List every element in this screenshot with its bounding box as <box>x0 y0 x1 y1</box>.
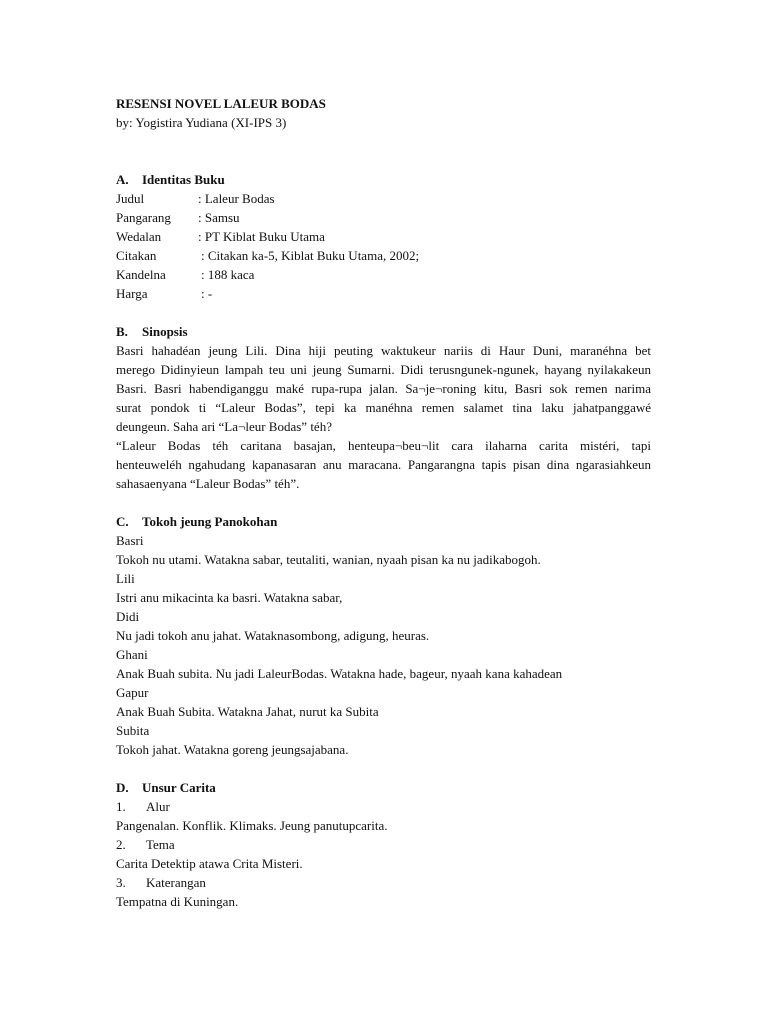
info-key: Judul <box>116 191 145 206</box>
character-description: Anak Buah subita. Nu jadi LaleurBodas. Watakna hade, bageur, nyaah kana kahadean <box>116 666 563 681</box>
character-description: Istri anu mikacinta ka basri. Watakna sabar, <box>116 590 343 605</box>
info-key: Citakan <box>116 248 157 263</box>
info-value: : Laleur Bodas <box>198 191 275 206</box>
character-name: Basri <box>116 533 144 548</box>
info-row-citakan <box>116 246 651 265</box>
paragraph-line: merego Didinyieun lampah teu uni jeung Sumarni. Didi terusngunek-ngunek, hayang nyilakakeun <box>116 362 651 377</box>
section-c-heading <box>116 512 651 531</box>
paragraph-line: sahasaenyana “Laleur Bodas” téh”. <box>116 476 300 491</box>
section-d-heading <box>116 778 651 797</box>
character-name: Subita <box>116 723 150 738</box>
paragraph-line: surat pondok ti “Laleur Bodas”, tepi ka manéhna remen salamet tina laku jahatpanggawé <box>116 400 651 415</box>
character-name: Ghani <box>116 647 148 662</box>
byline: by: Yogistira Yudiana (XI-IPS 3) <box>116 115 287 130</box>
section-title: Identitas Buku <box>142 172 225 187</box>
item-number: 3. <box>116 875 126 890</box>
document-title: RESENSI NOVEL LALEUR BODAS <box>116 96 326 111</box>
item-text: Carita Detektip atawa Crita Misteri. <box>116 856 303 871</box>
document-page <box>116 94 651 911</box>
paragraph-line: deungeun. Saha ari “La¬leur Bodas” téh? <box>116 419 332 434</box>
character-description: Anak Buah Subita. Watakna Jahat, nurut ka Subita <box>116 704 379 719</box>
info-row-judul <box>116 189 651 208</box>
section-letter: A. <box>116 172 129 187</box>
character-name: Lili <box>116 571 135 586</box>
section-b-heading <box>116 322 651 341</box>
section-letter: D. <box>116 780 129 795</box>
info-key: Kandelna <box>116 267 166 282</box>
paragraph-line: Basri hahadéan jeung Lili. Dina hiji peuting waktukeur nariis di Haur Duni, maranéhna bet <box>116 343 651 358</box>
section-a-heading <box>116 170 651 189</box>
synopsis-paragraph-1 <box>116 341 651 436</box>
section-title: Unsur Carita <box>142 780 216 795</box>
spacer <box>116 493 651 512</box>
info-value: : Citakan ka-5, Kiblat Buku Utama, 2002; <box>201 248 420 263</box>
character-description: Tokoh jahat. Watakna goreng jeungsajabana. <box>116 742 349 757</box>
info-row-harga <box>116 284 651 303</box>
item-label: Katerangan <box>146 875 206 890</box>
section-letter: C. <box>116 514 129 529</box>
section-title: Tokoh jeung Panokohan <box>142 514 278 529</box>
section-letter: B. <box>116 324 128 339</box>
paragraph-line: Basri. Basri habendiganggu maké rupa-rupa jalan. Sa¬je¬roning kitu, Basri sok remen narima <box>116 381 651 396</box>
item-label: Tema <box>146 837 175 852</box>
section-title: Sinopsis <box>142 324 188 339</box>
item-text: Tempatna di Kuningan. <box>116 894 239 909</box>
item-number: 2. <box>116 837 126 852</box>
info-key: Pangarang <box>116 210 171 225</box>
element-item-tema <box>116 835 651 854</box>
synopsis-paragraph-2 <box>116 436 651 493</box>
element-item-alur <box>116 797 651 816</box>
character-name: Gapur <box>116 685 149 700</box>
info-key: Wedalan <box>116 229 162 244</box>
info-key: Harga <box>116 286 148 301</box>
info-row-kandelna <box>116 265 651 284</box>
character-description: Tokoh nu utami. Watakna sabar, teutaliti, wanian, nyaah pisan ka nu jadikabogoh. <box>116 552 541 567</box>
info-value: : 188 kaca <box>201 267 255 282</box>
info-row-wedalan <box>116 227 651 246</box>
info-value: : PT Kiblat Buku Utama <box>198 229 325 244</box>
character-description: Nu jadi tokoh anu jahat. Wataknasombong, adigung, heuras. <box>116 628 430 643</box>
spacer <box>116 303 651 322</box>
info-value: : - <box>201 286 213 301</box>
item-number: 1. <box>116 799 126 814</box>
paragraph-line: henteuweléh ngahudang kapanasaran anu maracana. Pangarangna tapis pisan dina ngarasiahkeun <box>116 457 651 472</box>
item-label: Alur <box>146 799 170 814</box>
info-row-pangarang <box>116 208 651 227</box>
paragraph-line: “Laleur Bodas téh caritana basajan, henteupa¬beu¬lit cara ilaharna carita mistéri, tapi <box>116 438 651 453</box>
spacer <box>116 759 651 778</box>
character-name: Didi <box>116 609 140 624</box>
info-value: : Samsu <box>198 210 240 225</box>
spacer <box>116 132 651 170</box>
element-item-katerangan <box>116 873 651 892</box>
item-text: Pangenalan. Konflik. Klimaks. Jeung panutupcarita. <box>116 818 388 833</box>
